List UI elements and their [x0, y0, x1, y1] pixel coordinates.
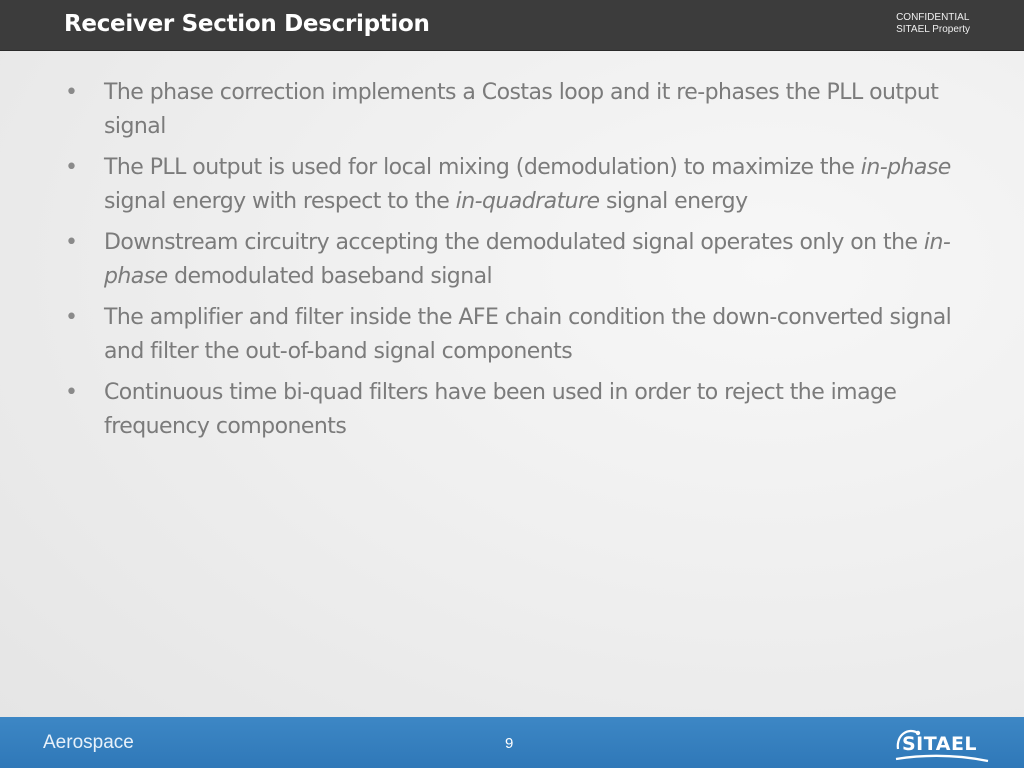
- bullet-icon: •: [65, 305, 78, 330]
- bullet-emphasis: in-phase: [104, 230, 951, 289]
- confidential-label: CONFIDENTIAL: [896, 12, 970, 23]
- confidential-notice: [896, 12, 970, 36]
- logo-text: SITAEL: [902, 733, 978, 755]
- bullet-icon: •: [65, 380, 78, 405]
- bullet-text: demodulated baseband signal: [167, 264, 493, 289]
- bullet-text: The phase correction implements a Costas loop and it re-phases the PLL output signal: [104, 80, 939, 139]
- slide-title: Receiver Section Description: [64, 11, 430, 37]
- bullet-emphasis: in-quadrature: [455, 189, 600, 214]
- bullet-text: Downstream circuitry accepting the demodulated signal operates only on the: [104, 230, 924, 255]
- bullet-text: The amplifier and filter inside the AFE chain condition the down-converted signal and filter the out-of-band signal components: [104, 305, 952, 364]
- bullet-text: signal energy: [599, 189, 748, 214]
- bullet-item: [64, 376, 974, 444]
- bullet-item: [64, 76, 974, 144]
- bullet-item: [64, 226, 974, 294]
- bullet-text: The PLL output is used for local mixing (demodulation) to maximize the: [104, 155, 861, 180]
- bullet-item: [64, 301, 974, 369]
- page-number: 9: [505, 735, 514, 752]
- bullet-text: signal energy with respect to the: [104, 189, 456, 214]
- bullet-list: [64, 76, 974, 451]
- sitael-logo: [888, 721, 998, 765]
- slide-footer: [0, 717, 1024, 768]
- bullet-item: [64, 151, 974, 219]
- property-label: SITAEL Property: [896, 24, 970, 35]
- bullet-icon: •: [65, 230, 78, 255]
- bullet-text: Continuous time bi-quad filters have been used in order to reject the image frequency components: [104, 380, 897, 439]
- slide-header: [0, 0, 1024, 51]
- bullet-emphasis: in-phase: [860, 155, 951, 180]
- division-label: Aerospace: [43, 732, 134, 753]
- bullet-icon: •: [65, 80, 78, 105]
- bullet-icon: •: [65, 155, 78, 180]
